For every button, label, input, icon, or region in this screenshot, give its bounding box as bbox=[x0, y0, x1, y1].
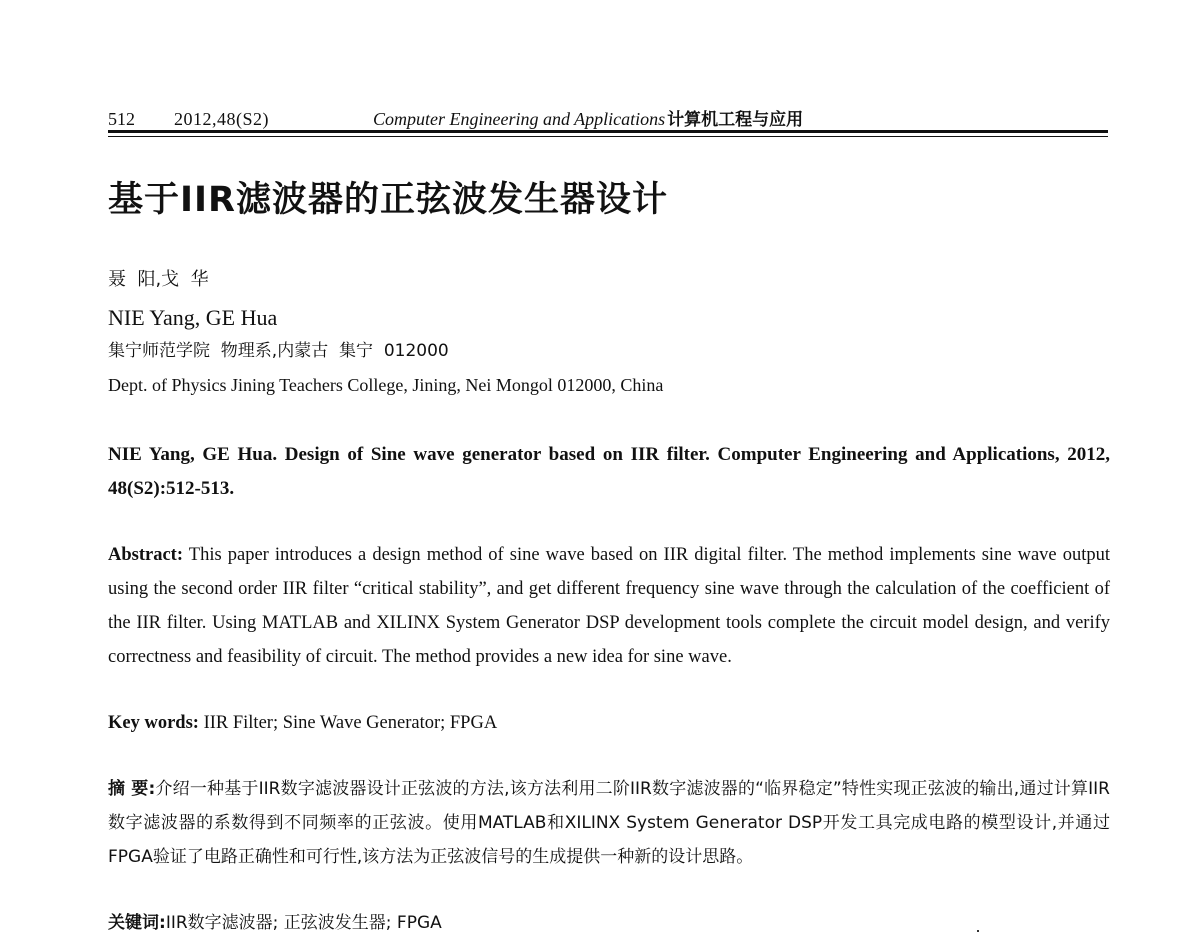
journal-name-en: Computer Engineering and Applications bbox=[373, 109, 666, 129]
keywords-en-label: Key words: bbox=[108, 713, 199, 733]
running-head bbox=[108, 106, 1108, 132]
keywords-cn-text: IIR数字滤波器; 正弦波发生器; FPGA bbox=[165, 913, 442, 933]
header-rule-thin bbox=[108, 136, 1108, 137]
abstract-en-label: Abstract: bbox=[108, 545, 184, 565]
abstract-en bbox=[108, 538, 1110, 674]
journal-name bbox=[373, 106, 803, 133]
abstract-cn bbox=[108, 772, 1110, 874]
affiliation-en: Dept. of Physics Jining Teachers College, Jining, Nei Mongol 012000, China bbox=[108, 375, 664, 395]
abstract-cn-label: 摘 要: bbox=[108, 779, 156, 799]
journal-name-cn: 计算机工程与应用 bbox=[667, 110, 804, 130]
keywords-en bbox=[108, 708, 497, 738]
abstract-en-text: This paper introduces a design method of sine wave based on IIR digital filter. The method implements sine wave output using the second order IIR filter “critical stability”, and get different frequency sine wave through the calculation of the coefficient of the IIR filter. Using MATLAB and XILINX System Generator DSP development tools complete the circuit model design, and verify correctness and feasibility of circuit. The method provides a new idea for sine wave. bbox=[108, 545, 1110, 667]
year-volume: 2012,48(S2) bbox=[174, 109, 269, 129]
affiliation-cn: 集宁师范学院 物理系,内蒙古 集宁 012000 bbox=[108, 341, 449, 361]
citation: NIE Yang, GE Hua. Design of Sine wave generator based on IIR filter. Computer Engineering and Applications, 2012, 48(S2):512-513. bbox=[108, 444, 1110, 499]
page-number: 512 bbox=[108, 109, 135, 129]
keywords-cn bbox=[108, 908, 442, 938]
scan-speck bbox=[977, 930, 979, 932]
keywords-cn-label: 关键词: bbox=[108, 913, 166, 933]
header-rule-thick bbox=[108, 130, 1108, 133]
authors-cn: 聂 阳,戈 华 bbox=[108, 269, 209, 290]
authors-en: NIE Yang, GE Hua bbox=[108, 305, 278, 330]
abstract-cn-text: 介绍一种基于IIR数字滤波器设计正弦波的方法,该方法利用二阶IIR数字滤波器的“临界稳定”特性实现正弦波的输出,通过计算IIR数字滤波器的系数得到不同频率的正弦波。使用MATLAB和XILINX System Generator DSP开发工具完成电路的模型设计,并通过FPGA验证了电路正确性和可行性,该方法为正弦波信号的生成提供一种新的设计思路。 bbox=[108, 779, 1110, 867]
article-title: 基于IIR滤波器的正弦波发生器设计 bbox=[108, 180, 668, 220]
keywords-en-text: IIR Filter; Sine Wave Generator; FPGA bbox=[203, 713, 498, 733]
